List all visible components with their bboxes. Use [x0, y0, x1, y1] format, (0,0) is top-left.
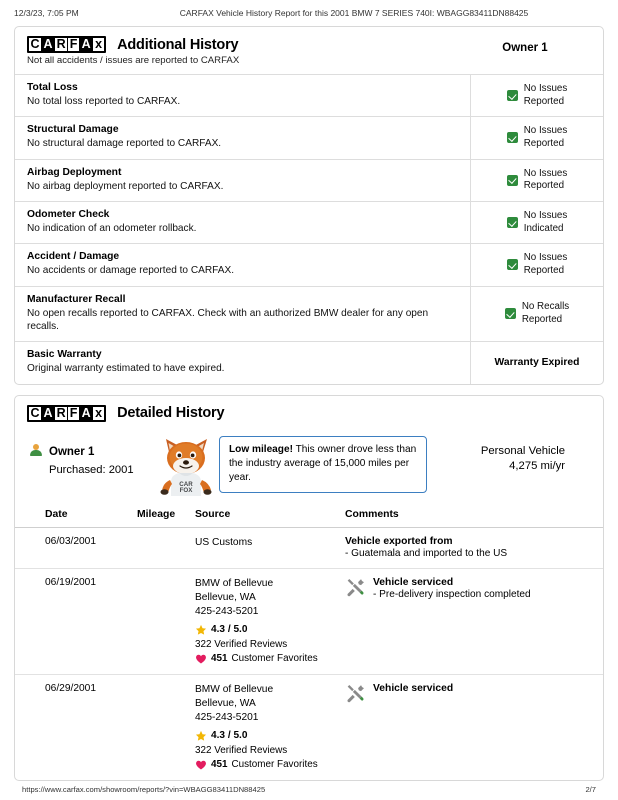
detailed-history-panel: [14, 395, 604, 781]
history-row-name: Total Loss: [27, 82, 78, 93]
record-comments: [341, 674, 603, 780]
additional-history-header: [15, 27, 603, 74]
history-row-status: [471, 160, 603, 201]
history-row-description: No structural damage reported to CARFAX.: [27, 138, 222, 150]
logo-letter: F: [69, 405, 78, 420]
logo-letter: x: [93, 38, 104, 51]
owner-purchased: Purchased: 2001: [49, 463, 134, 476]
history-row-description: No airbag deployment reported to CARFAX.: [27, 180, 224, 192]
print-report-title: CARFAX Vehicle History Report for this 2001 BMW 7 SERIES 740I: WBAGG83411DN88425: [179, 8, 529, 18]
history-row-description: Original warranty estimated to have expired.: [27, 363, 225, 375]
table-row: [15, 674, 603, 780]
history-row-info: [15, 160, 471, 201]
heart-icon: [195, 759, 207, 771]
status-text: No Issues Reported: [523, 125, 568, 149]
column-header-source: Source: [191, 504, 341, 528]
status-text: No Issues Reported: [523, 252, 568, 276]
green-check-icon: [507, 90, 518, 101]
verified-reviews: 322 Verified Reviews: [195, 638, 288, 650]
record-source: [191, 568, 341, 674]
table-header-row: [15, 504, 603, 528]
history-row-name: Manufacturer Recall: [27, 293, 126, 305]
history-row: [15, 201, 603, 243]
history-row-info: [15, 75, 471, 116]
record-date: 06/03/2001: [15, 527, 133, 568]
record-comments: [341, 568, 603, 674]
source-line: US Customs: [195, 536, 253, 548]
logo-letter: F: [69, 37, 78, 51]
favorites-count: 451: [211, 759, 228, 771]
column-header-date: Date: [15, 504, 133, 528]
source-line: Bellevue, WA: [195, 697, 256, 709]
additional-history-subtitle: Not all accidents / issues are reported to CARFAX: [27, 55, 240, 66]
callout-text: This owner drove less than the industry average of 15,000 miles per year.: [229, 443, 417, 484]
history-row-status: [471, 75, 603, 116]
table-row: [15, 568, 603, 674]
logo-letter: A: [43, 405, 53, 420]
green-check-icon: [505, 308, 516, 319]
history-row-info: [15, 244, 471, 285]
history-row-status: [471, 287, 603, 342]
history-row-info: [15, 342, 471, 383]
source-line: 425-243-5201: [195, 711, 259, 723]
logo-letter: R: [56, 37, 66, 51]
status-text: No Recalls Reported: [521, 301, 570, 325]
source-line: Bellevue, WA: [195, 591, 256, 603]
comment-title: Vehicle exported from: [345, 535, 453, 547]
logo-letter: R: [56, 405, 66, 420]
vehicle-mileage-rate: 4,275 mi/yr: [509, 460, 565, 473]
print-header: [0, 0, 618, 26]
status-text: No Issues Indicated: [523, 210, 568, 234]
comment-title: Vehicle serviced: [373, 682, 454, 694]
comment-title: Vehicle serviced: [373, 576, 454, 588]
detailed-history-header: [15, 396, 603, 430]
carfax-logo: [27, 36, 106, 53]
detailed-history-title: Detailed History: [117, 405, 225, 421]
customer-favorites: [195, 653, 337, 665]
owner-name: Owner 1: [49, 445, 95, 458]
svg-text:CAR: CAR: [179, 480, 193, 488]
history-row-name: Airbag Deployment: [27, 166, 122, 178]
print-timestamp: 12/3/23, 7:05 PM: [14, 8, 79, 18]
service-tools-icon: [345, 577, 365, 597]
logo-letter: x: [93, 407, 104, 420]
history-row: [15, 116, 603, 158]
record-source: [191, 527, 341, 568]
source-line: BMW of Bellevue: [195, 577, 274, 589]
history-row-description: No accidents or damage reported to CARFAX.: [27, 265, 235, 277]
car-fox-mascot-icon: [157, 436, 215, 496]
status-text: No Issues Reported: [523, 167, 568, 192]
person-icon: [29, 444, 42, 457]
star-icon: [195, 730, 207, 742]
logo-letter: A: [81, 405, 91, 420]
favorites-label: Customer Favorites: [231, 653, 318, 665]
history-row: [15, 286, 603, 342]
logo-letter: A: [43, 37, 53, 51]
favorites-count: 451: [211, 653, 228, 665]
service-tools-icon: [345, 683, 365, 703]
record-mileage: [133, 674, 191, 780]
history-row-name: Accident / Damage: [27, 251, 120, 263]
star-icon: [195, 624, 207, 636]
low-mileage-callout: [219, 436, 427, 494]
history-row-description: No open recalls reported to CARFAX. Check with an authorized BMW dealer for any open recalls.: [27, 307, 429, 332]
status-text: No Issues Reported: [523, 83, 568, 107]
record-source: [191, 674, 341, 780]
dealer-rating: [195, 624, 337, 636]
history-row-status: [471, 117, 603, 158]
verified-reviews: 322 Verified Reviews: [195, 744, 288, 756]
green-check-icon: [507, 175, 518, 186]
footer-url: https://www.carfax.com/showroom/reports/?vin=WBAGG83411DN88425: [22, 785, 266, 794]
history-row: [15, 74, 603, 116]
favorites-label: Customer Favorites: [231, 759, 318, 771]
column-header-comments: Comments: [341, 504, 603, 528]
record-comments: [341, 527, 603, 568]
history-row-status: [471, 244, 603, 285]
source-line: BMW of Bellevue: [195, 683, 274, 695]
owner-identity: [29, 436, 157, 478]
logo-letter: C: [30, 37, 40, 51]
history-row-info: [15, 117, 471, 158]
additional-history-panel: [14, 26, 604, 385]
carfax-logo: [27, 405, 106, 422]
column-header-mileage: Mileage: [133, 504, 191, 528]
green-check-icon: [507, 217, 518, 228]
history-row: [15, 341, 603, 383]
vehicle-usage-summary: [427, 436, 565, 476]
record-mileage: [133, 568, 191, 674]
table-row: [15, 527, 603, 568]
history-row-status: [471, 202, 603, 243]
owner-summary: [15, 430, 603, 504]
history-row-info: [15, 287, 471, 342]
green-check-icon: [507, 259, 518, 270]
dealer-rating: [195, 730, 337, 742]
additional-history-title: Additional History: [117, 36, 239, 53]
history-row-status: Warranty Expired: [494, 357, 580, 369]
comment-detail: - Pre-delivery inspection completed: [373, 588, 531, 600]
comment-detail: - Guatemala and imported to the US: [345, 547, 508, 559]
source-line: 425-243-5201: [195, 605, 259, 617]
additional-history-rows: [15, 74, 603, 384]
record-mileage: [133, 527, 191, 568]
svg-text:FOX: FOX: [179, 486, 193, 494]
print-footer: [0, 785, 618, 794]
record-date: 06/29/2001: [45, 682, 96, 694]
logo-letter: C: [30, 405, 40, 420]
logo-letter: A: [81, 37, 91, 51]
history-row-info: [15, 202, 471, 243]
vehicle-type: Personal Vehicle: [480, 444, 565, 457]
green-check-icon: [507, 132, 518, 143]
history-row-description: No total loss reported to CARFAX.: [27, 96, 181, 107]
history-row-name: Basic Warranty: [27, 349, 102, 361]
owner-column-header: Owner 1: [502, 42, 548, 54]
heart-icon: [195, 653, 207, 665]
history-row-name: Odometer Check: [27, 208, 110, 220]
detailed-history-table: [15, 504, 603, 780]
customer-favorites: [195, 759, 337, 771]
callout-bold-label: Low mileage!: [229, 443, 293, 455]
history-row-description: No indication of an odometer rollback.: [27, 222, 197, 234]
rating-value: 4.3 / 5.0: [211, 730, 248, 742]
rating-value: 4.3 / 5.0: [211, 624, 248, 636]
record-date: 06/19/2001: [15, 568, 133, 674]
history-row: [15, 243, 603, 285]
footer-page-number: 2/7: [585, 785, 596, 794]
history-row-name: Structural Damage: [27, 124, 119, 136]
history-row: [15, 159, 603, 201]
